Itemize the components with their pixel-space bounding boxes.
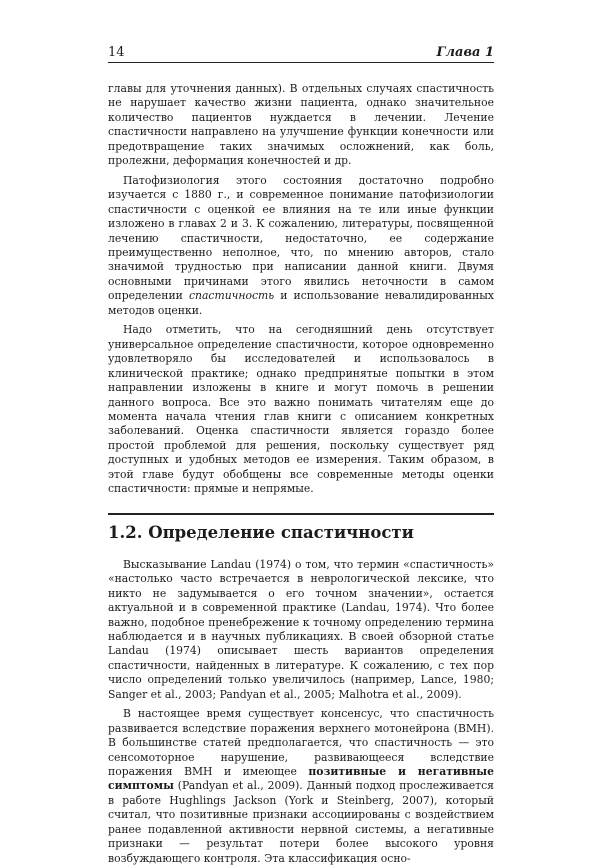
paragraph-1: главы для уточнения данных). В отдельных случаях спастичность не нарушает качество жизни пациента, однако значительное количество пациентов нуждается в лечении. Лечение спастичности направлено на улучшение функции конечности или предотвращение таких значимых осложнений, как боль, пролежни, деформация конечностей и др. bbox=[108, 82, 494, 168]
paragraph-5-tail: (Pandyan et al., 2009). Данный подход прослеживается в работе Hughlings Jackson (York и Steinberg, 2007), который считал, что позитивные признаки ассоциированы с воздействием ранее подавленной активности нервной системы, а негативные признаки — результат потери более высокого уровня возбуждающего контроля. Эта классификация осно- bbox=[108, 779, 494, 865]
section-heading-block bbox=[108, 513, 494, 544]
paragraph-2-tail: и использование невалидированных методов оценки. bbox=[108, 289, 494, 317]
page-number: 14 bbox=[108, 45, 125, 60]
page-body bbox=[108, 82, 494, 866]
section-title: 1.2. Определение спастичности bbox=[108, 522, 414, 542]
running-header bbox=[108, 45, 494, 61]
paragraph-5 bbox=[108, 707, 494, 866]
header-rule bbox=[108, 62, 494, 63]
paragraph-5-text: В настоящее время существует консенсус, что спастичность развивается вследствие поражения верхнего мотонейрона (ВМН). В большинстве статей предполагается, что спастичность — это сенсомоторное нарушение, развивающееся вследствие поражения ВМН и имеющее bbox=[108, 707, 494, 779]
paragraph-4: Высказывание Landau (1974) о том, что термин «спастичность» «настолько часто встречается в неврологической лексике, что никто не задумывается о его точном значении», остается актуальной и в современной практике (Landau, 1974). Что более важно, подобное пренебрежение к точному определению термина наблюдается и в научных публикациях. В своей обзорной статье Landau (1974) описывает шесть вариантов определения спастичности, найденных в литературе. К сожалению, с тех пор число определений только увеличилось (например, Lance, 1980; Sanger et al., 2003; Pandyan et al., 2005; Malhotra et al., 2009). bbox=[108, 557, 494, 701]
paragraph-2 bbox=[108, 174, 494, 319]
chapter-label: Глава 1 bbox=[436, 45, 494, 60]
section-rule bbox=[108, 513, 494, 515]
paragraph-3: Надо отметить, что на сегодняшний день отсутствует универсальное определение спастичности, которое одновременно удовлетворяло бы исследователей и использовалось в клинической практике; однако предпринятые попытки в этом направлении изложены в книге и могут помочь в решении данного вопроса. Все это важно понимать читателям еще до момента начала чтения глав книги с описанием конкретных заболеваний. Оценка спастичности является гораздо более простой проблемой для решения, поскольку существует ряд доступных и удобных методов ее измерения. Таким образом, в этой главе будут обобщены все современные методы оценки спастичности: прямые и непрямые. bbox=[108, 323, 494, 496]
term-spasticity: спастичность bbox=[188, 289, 275, 303]
paragraph-2-text: Патофизиология этого состояния достаточно подробно изучается с 1880 г., и современное понимание патофизиологии спастичности с оценкой ее влияния на те или иные функции изложено в главах 2 и 3. К сожалению, литературы, посвященной лечению спастичности, недостаточно, ее содержание преимущественно неполное, что, по мнению авторов, стало значимой трудностью при написании данной книги. Двумя основными причинами этого явились неточности в самом определении bbox=[108, 173, 494, 303]
term-symptoms: позитивные и негативные симптомы bbox=[108, 765, 494, 793]
